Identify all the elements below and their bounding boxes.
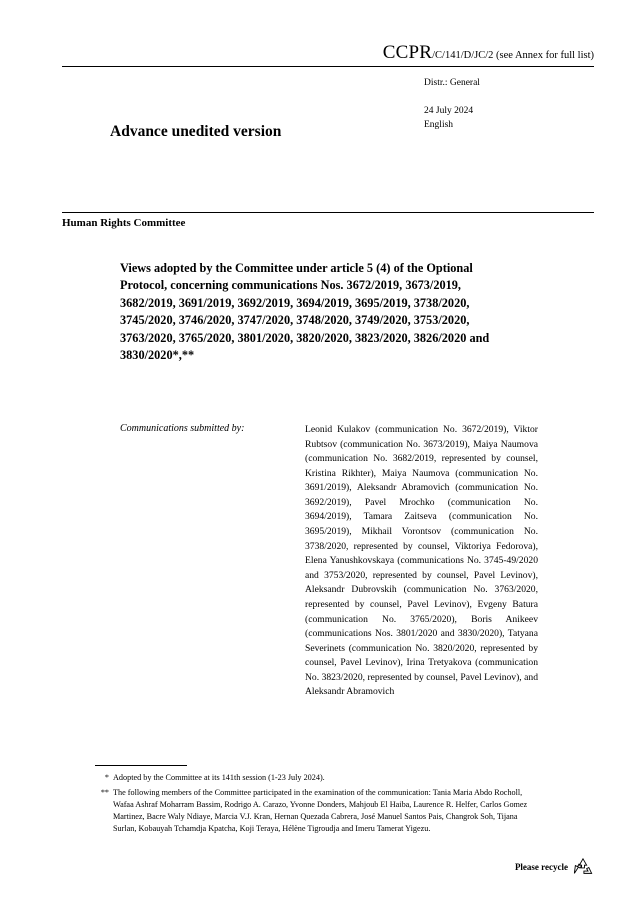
distribution-block xyxy=(424,76,480,133)
document-code-suffix: /C/141/D/JC/2 (see Annex for full list) xyxy=(432,50,594,61)
footnotes xyxy=(95,772,535,838)
header-divider xyxy=(62,66,594,67)
footnote-marker: ** xyxy=(100,787,109,797)
communications-submitted-by-label: Communications submitted by: xyxy=(120,423,245,434)
advance-unedited-notice: Advance unedited version xyxy=(110,123,282,140)
recycle-icon xyxy=(572,857,594,877)
distribution-language: English xyxy=(424,120,454,131)
distribution-spacer xyxy=(424,91,480,104)
footnote-text: The following members of the Committee participated in the examination of the communication: Tania Maria Abdo Rocholl, Wafaa Ashraf Moharram Bassim, Rodrigo A. Carazo, Yvonne Donders, Mahjoub El Haiba, Laurence R. Helfer, Carlos Gomez Martinez, Bacre Waly Ndiaye, Marcia V.J. Kran, Hernan Quezada Cabrera, José Manuel Santos Pais, Changrok Soh, Tijana Surlan, Kobauyah Tchamdja Kpatcha, Koji Teraya, Hélène Tigroudja and Imeru Tamerat Yigezu. xyxy=(113,787,528,833)
please-recycle-label: Please recycle xyxy=(514,862,568,872)
page-title: Views adopted by the Committee under article 5 (4) of the Optional Protocol, concerning communications Nos. 3672/2019, 3673/2019, 3682/2019, 3691/2019, 3692/2019, 3694/2019, 3695/2019, 3738/2020, 3745/2020, 3746/2020, 3747/2020, 3748/2020, 3749/2020, 3753/2020, 3763/2020, 3765/2020, 3801/2020, 3820/2020, 3823/2020, 3826/2020 and 3830/2020*,** xyxy=(120,261,490,363)
please-recycle-footer xyxy=(515,857,594,877)
section-divider xyxy=(62,212,594,213)
distribution-label: Distr.: General xyxy=(424,78,480,88)
document-code-prefix: CCPR xyxy=(382,42,433,63)
distribution-date: 24 July 2024 xyxy=(424,105,474,116)
footnote-item xyxy=(95,787,535,835)
footnote-divider xyxy=(95,765,187,766)
footnote-marker: * xyxy=(104,773,109,782)
footnote-text: Adopted by the Committee at its 141th session (1-23 July 2024). xyxy=(113,773,325,782)
document-code xyxy=(383,42,594,64)
footnote-item xyxy=(95,772,535,784)
communications-submitted-by-value: Leonid Kulakov (communication No. 3672/2019), Viktor Rubtsov (communication No. 3673/2019), Maiya Naumova (communication No. 3682/2019, represented by counsel, Kristina Rikhter), Maiya Naumova (communication No. 3691/2019), Aleksandr Abramovich (communication No. 3692/2019), Pavel Mrochko (communication No. 3694/2019), Tamara Zaitseva (communication No. 3695/2019), Mikhail Vorontsov (communication No. 3738/2020, represented by counsel, Viktoriya Fedorova), Elena Yanushkovskaya (communications No. 3745-49/2020 and 3753/2020, represented by counsel, Pavel Levinov), Aleksandr Dubrovskih (communication No. 3763/2020, represented by counsel, Pavel Levinov), Evgeny Batura (communication No. 3765/2020), Boris Anikeev (communications Nos. 3801/2020 and 3830/2020), Tatyana Severinets (communication No. 3820/2020, represented by counsel, Pavel Levinov), Irina Tretyakova (communication No. 3823/2020, represented by counsel, Pavel Levinov), and Aleksandr Abramovich xyxy=(305,424,538,698)
committee-name: Human Rights Committee xyxy=(62,217,186,229)
